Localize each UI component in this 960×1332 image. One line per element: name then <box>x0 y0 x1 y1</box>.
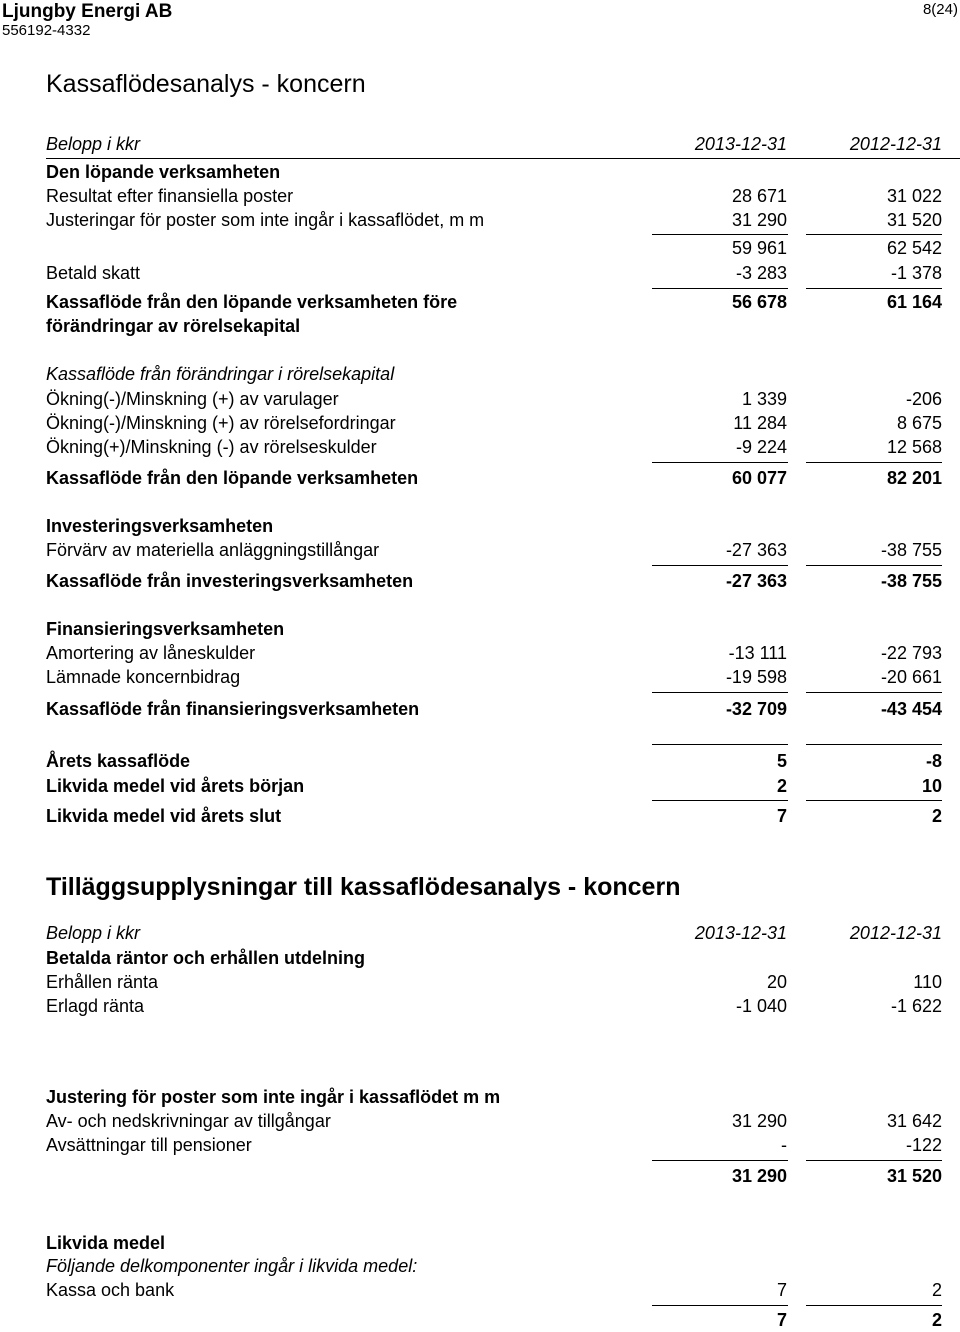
row-label: Betald skatt <box>46 263 141 283</box>
section-heading: Likvida medel <box>46 1233 166 1253</box>
subtotal-line <box>806 234 942 235</box>
table-row <box>46 1111 942 1133</box>
column-header-row <box>46 923 942 945</box>
row-label: Likvida medel vid årets slut <box>46 806 282 826</box>
value-2012: 2 <box>931 806 942 826</box>
table-row <box>46 1280 942 1302</box>
value-2012: 31 022 <box>886 186 942 206</box>
table-row <box>46 948 942 970</box>
table-row <box>46 162 942 184</box>
value-2013: 31 290 <box>731 1166 787 1186</box>
company-name: Ljungby Energi AB <box>2 1 173 22</box>
org-number: 556192-4332 <box>2 22 91 39</box>
column-header-label: Belopp i kkr <box>46 923 141 943</box>
value-2013: 7 <box>776 806 787 826</box>
value-2013: -19 598 <box>725 667 787 687</box>
value-2013: 11 284 <box>733 413 787 433</box>
row-label: Kassaflöde från den löpande verksamheten <box>46 468 419 488</box>
table-row <box>46 1256 942 1278</box>
row-label: Erhållen ränta <box>46 972 159 992</box>
subtotal-line <box>806 462 942 463</box>
table-row <box>46 972 942 994</box>
value-2012: -20 661 <box>880 667 942 687</box>
table-row <box>46 540 942 562</box>
table-row <box>46 643 942 665</box>
value-2013: 1 339 <box>741 389 787 409</box>
value-2012: -206 <box>905 389 942 409</box>
subtotal-line <box>806 692 942 693</box>
table-row <box>46 996 942 1018</box>
table-row <box>46 389 942 411</box>
value-2012: -1 378 <box>890 263 942 283</box>
column-header-2013: 2013-12-31 <box>694 134 787 154</box>
value-2013: -27 363 <box>725 540 787 560</box>
value-2013: -32 709 <box>725 699 787 719</box>
value-2012: 62 542 <box>886 238 942 258</box>
row-label: Ökning(-)/Minskning (+) av rörelsefordringar <box>46 413 396 433</box>
row-label: Ökning(+)/Minskning (-) av rörelseskulder <box>46 437 377 457</box>
value-2012: -8 <box>925 751 942 771</box>
subtotal-line <box>652 565 788 566</box>
section-heading: Investeringsverksamheten <box>46 516 274 536</box>
column-header-label: Belopp i kkr <box>46 134 141 154</box>
supplementary-title: Tilläggsupplysningar till kassaflödesanalys - koncern <box>46 873 681 901</box>
table-row <box>46 776 942 798</box>
table-row <box>46 238 942 260</box>
value-2012: -22 793 <box>880 643 942 663</box>
row-label: Av- och nedskrivningar av tillgångar <box>46 1111 331 1131</box>
table-row <box>46 516 942 538</box>
value-2012: -1 622 <box>890 996 942 1016</box>
table-row <box>46 413 942 435</box>
row-label: Resultat efter finansiella poster <box>46 186 294 206</box>
value-2012: 82 201 <box>886 468 942 488</box>
table-row <box>46 1135 942 1157</box>
value-2012: 12 568 <box>886 437 942 457</box>
table-row <box>46 468 942 490</box>
value-2013: -13 111 <box>728 643 787 663</box>
value-2013: 7 <box>776 1310 787 1330</box>
section-heading: Betalda räntor och erhållen utdelning <box>46 948 366 968</box>
table-row <box>46 437 942 459</box>
row-label: Kassaflöde från den löpande verksamheten före <box>46 292 458 312</box>
value-2013: 56 678 <box>731 292 787 312</box>
subtotal-line <box>806 1305 942 1306</box>
value-2013: 7 <box>776 1280 787 1300</box>
value-2012: 31 642 <box>886 1111 942 1131</box>
table-row <box>46 699 942 721</box>
row-label: Förvärv av materiella anläggningstillångar <box>46 540 380 560</box>
value-2013: 60 077 <box>731 468 787 488</box>
table-row <box>46 751 942 773</box>
value-2013: 31 290 <box>731 1111 787 1131</box>
value-2012: 110 <box>913 972 942 992</box>
table-row <box>46 1166 942 1188</box>
divider <box>46 158 960 159</box>
table-row <box>46 1087 942 1109</box>
row-label: förändringar av rörelsekapital <box>46 316 301 336</box>
table-row <box>46 806 942 828</box>
section-heading: Kassaflöde från förändringar i rörelsekapital <box>46 364 395 384</box>
subtotal-line <box>652 1160 788 1161</box>
value-2012: 2 <box>931 1280 942 1300</box>
value-2013: 20 <box>766 972 787 992</box>
value-2013: -9 224 <box>735 437 787 457</box>
subtotal-line <box>652 1305 788 1306</box>
value-2013: 5 <box>776 751 787 771</box>
row-label: Årets kassaflöde <box>46 751 191 771</box>
subtotal-line <box>806 744 942 745</box>
column-header-row <box>46 134 942 156</box>
row-label: Erlagd ränta <box>46 996 145 1016</box>
row-label: Lämnade koncernbidrag <box>46 667 241 687</box>
subtotal-line <box>652 692 788 693</box>
value-2012: 8 675 <box>896 413 942 433</box>
value-2012: 10 <box>921 776 942 796</box>
value-2013: 28 671 <box>731 186 787 206</box>
value-2012: 61 164 <box>886 292 942 312</box>
page-number: 8(24) <box>922 1 958 18</box>
subtotal-line <box>652 288 788 289</box>
table-row <box>46 1310 942 1332</box>
value-2013: 59 961 <box>731 238 787 258</box>
row-label: Amortering av låneskulder <box>46 643 256 663</box>
table-row <box>46 619 942 641</box>
row-label: Följande delkomponenter ingår i likvida medel: <box>46 1256 418 1276</box>
table-row <box>46 364 942 386</box>
value-2012: 2 <box>931 1310 942 1330</box>
table-row <box>46 667 942 689</box>
value-2012: -38 755 <box>880 540 942 560</box>
column-header-2012: 2012-12-31 <box>849 923 942 943</box>
value-2013: -1 040 <box>735 996 787 1016</box>
row-label: Justeringar för poster som inte ingår i kassaflödet, m m <box>46 210 485 230</box>
section-heading: Justering för poster som inte ingår i kassaflödet m m <box>46 1087 501 1107</box>
row-label: Ökning(-)/Minskning (+) av varulager <box>46 389 339 409</box>
table-row <box>46 210 942 232</box>
page-title: Kassaflödesanalys - koncern <box>46 70 366 98</box>
value-2012: 31 520 <box>886 1166 942 1186</box>
row-label: Den löpande verksamheten <box>46 162 281 182</box>
column-header-2012: 2012-12-31 <box>849 134 942 154</box>
table-row <box>46 263 942 285</box>
value-2013: 2 <box>776 776 787 796</box>
row-label: Avsättningar till pensioner <box>46 1135 252 1155</box>
subtotal-line <box>806 800 942 801</box>
value-2012: 31 520 <box>886 210 942 230</box>
row-label: Kassaflöde från finansieringsverksamheten <box>46 699 420 719</box>
subtotal-line <box>806 565 942 566</box>
value-2013: -3 283 <box>735 263 787 283</box>
subtotal-line <box>652 234 788 235</box>
section-heading: Finansieringsverksamheten <box>46 619 285 639</box>
subtotal-line <box>806 288 942 289</box>
subtotal-line <box>806 1160 942 1161</box>
row-label: Likvida medel vid årets början <box>46 776 305 796</box>
table-row <box>46 571 942 593</box>
value-2013: - <box>781 1135 787 1155</box>
subtotal-line <box>652 744 788 745</box>
subtotal-line <box>652 800 788 801</box>
value-2012: -38 755 <box>880 571 942 591</box>
value-2013: -27 363 <box>725 571 787 591</box>
value-2012: -122 <box>905 1135 942 1155</box>
table-row <box>46 316 942 338</box>
table-row <box>46 1233 942 1255</box>
row-label: Kassa och bank <box>46 1280 175 1300</box>
subtotal-line <box>652 462 788 463</box>
row-label: Kassaflöde från investeringsverksamheten <box>46 571 414 591</box>
value-2013: 31 290 <box>731 210 787 230</box>
column-header-2013: 2013-12-31 <box>694 923 787 943</box>
value-2012: -43 454 <box>880 699 942 719</box>
table-row <box>46 292 942 314</box>
table-row <box>46 186 942 208</box>
